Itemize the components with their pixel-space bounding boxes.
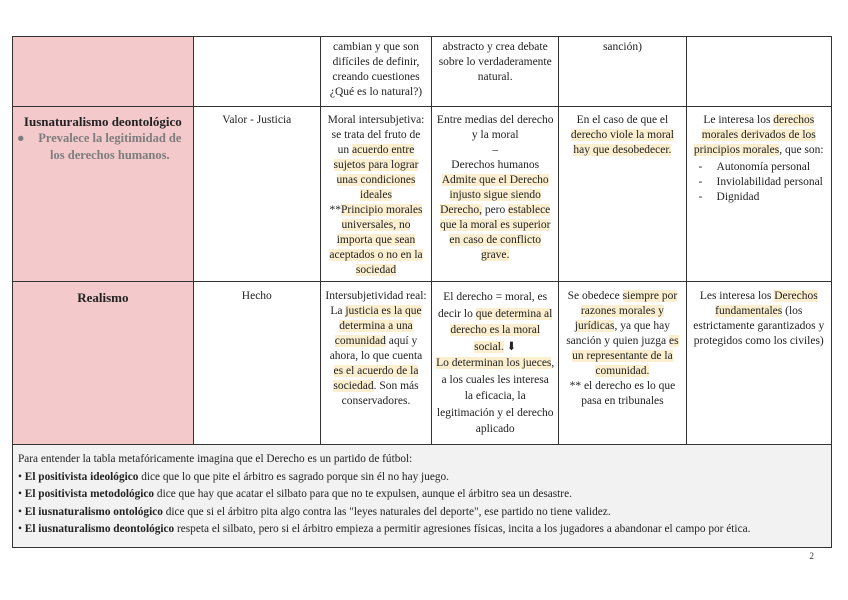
list-item: - Inviolabilidad personal (691, 175, 827, 190)
cell-derecho: El derecho = moral, es decir lo que determina al derecho es la moral social. ⬇ Lo determinan los jueces, a los cuales les interesa la eficacia, la legitimación y el derecho aplicado (432, 282, 559, 445)
cell-theory (13, 282, 194, 445)
cell-interes (686, 37, 831, 107)
cell-theory (13, 37, 194, 107)
cell-obediencia: En el caso de que el derecho viole la moral hay que desobedecer. (559, 107, 686, 282)
row-title: Iusnaturalismo deontológico (23, 114, 182, 129)
row-title: Realismo (77, 290, 129, 305)
footer-note (13, 445, 832, 548)
cell-moral: Moral intersubjetiva: se trata del fruto de un acuerdo entre sujetos para lograr unas condiciones ideales **Principio morales universales, no importa que sean aceptados o no en la sociedad (320, 107, 431, 282)
footer-item: • El iusnaturalismo ontológico dice que si el árbitro pita algo contra las "leyes naturales del deporte", ese partido no tiene validez. (18, 505, 611, 518)
table-row-deontologico (13, 107, 832, 282)
cell-theory (13, 107, 194, 282)
arrow-down-icon: ⬇ (506, 340, 517, 353)
footer-item: • El iusnaturalismo deontológico respeta el silbato, pero si el árbitro empieza a permitir agresiones físicas, incita a los jugadores a abandonar el campo por ética. (18, 523, 751, 535)
cell-moral: cambian y que son difíciles de definir, creando cuestiones ¿Qué es lo natural?) (320, 37, 431, 107)
cell-obediencia: Se obedece siempre por razones morales y jurídicas, ya que hay sanción y quien juzga es un representante de la comunidad. ** el derecho es lo que pasa en tribunales (559, 282, 686, 445)
list-item: - Dignidad (691, 190, 827, 205)
cell-derecho: Entre medias del derecho y la moral – Derechos humanos Admite que el Derecho injusto sigue siendo Derecho, pero establece que la moral es superior en caso de conflicto grave. (432, 107, 559, 282)
footer-item: • El positivista ideológico dice que lo que pite el árbitro es sagrado porque sin él no hay juego. (18, 470, 449, 483)
table-row-footer (13, 445, 832, 548)
cell-derecho: abstracto y crea debate sobre lo verdaderamente natural. (432, 37, 559, 107)
page-number: 2 (809, 551, 814, 561)
cell-value: Hecho (193, 282, 320, 445)
cell-interes: Le interesa los derechos morales derivados de los principios morales, que son: - Autonomía personal - Inviolabilidad personal - Dignidad (686, 107, 831, 282)
table-row-continued (13, 37, 832, 107)
row-bullet: ● Prevalece la legitimidad de los derechos humanos. (17, 131, 182, 162)
list-item: - Autonomía personal (691, 160, 827, 175)
cell-interes: Les interesa los Derechos fundamentales (los estrictamente garantizados y protegidos como los civiles) (686, 282, 831, 445)
cell-value (193, 37, 320, 107)
footer-item: • El positivista metodológico dice que hay que acatar el silbato para que no te expulsen, aunque el árbitro sea un desastre. (18, 488, 572, 500)
interest-list (691, 160, 827, 205)
cell-moral: Intersubjetividad real: La justicia es la que determina a una comunidad aquí y ahora, lo que cuenta es el acuerdo de la sociedad. Son más conservadores. (320, 282, 431, 445)
footer-intro: Para entender la tabla metafóricamente imagina que el Derecho es un partido de fútbol: (18, 453, 413, 465)
cell-value: Valor - Justicia (193, 107, 320, 282)
table-row-realismo (13, 282, 832, 445)
bullet-icon: ● (17, 131, 25, 145)
comparison-table (12, 36, 832, 548)
cell-obediencia: sanción) (559, 37, 686, 107)
